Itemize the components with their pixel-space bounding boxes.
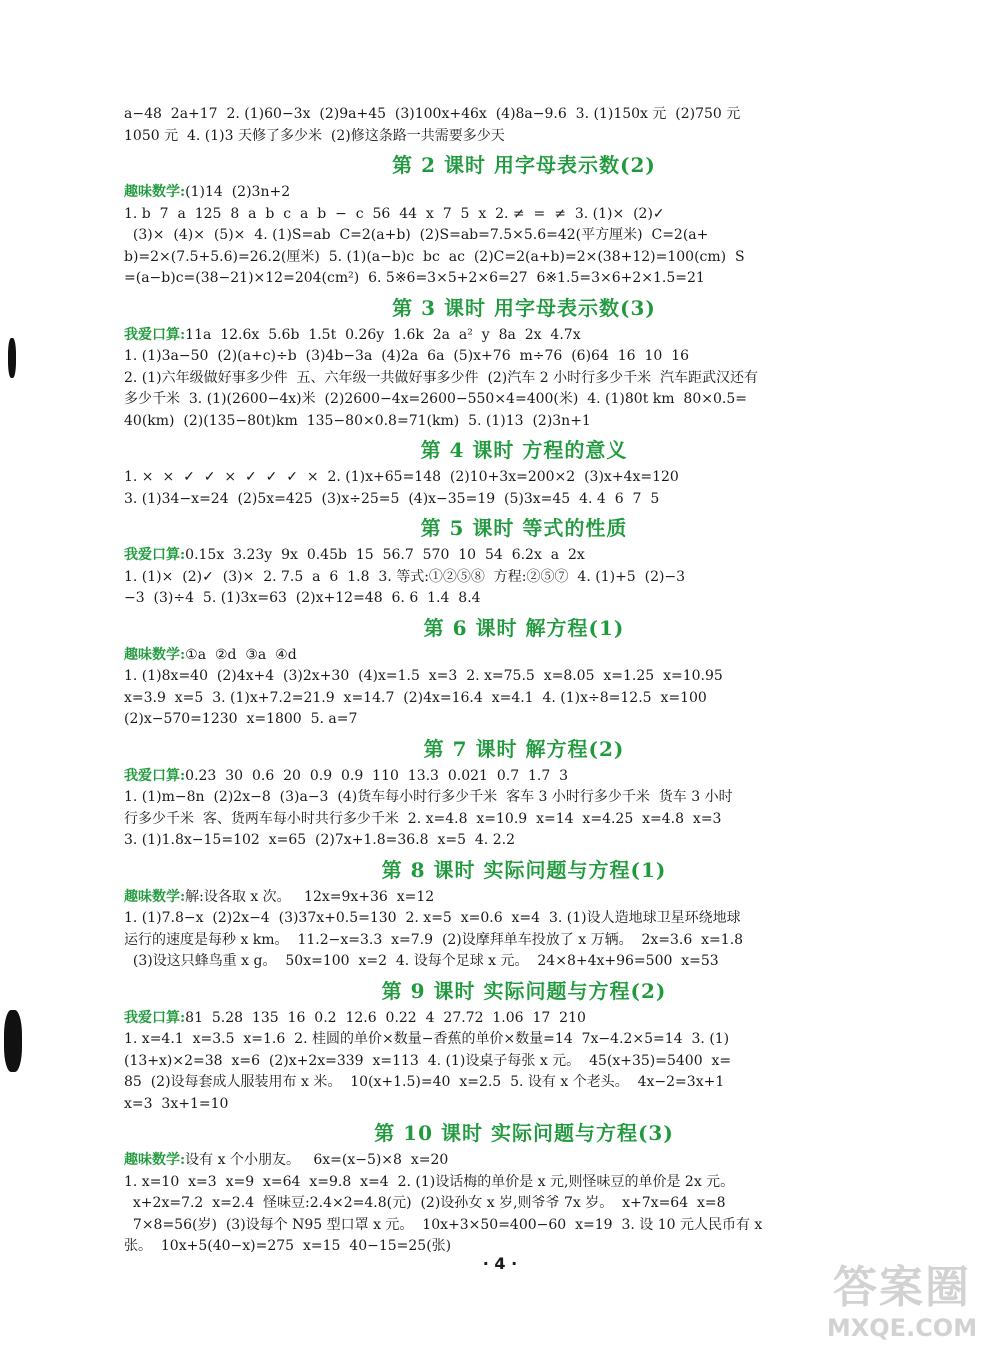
- answer-content: [124, 104, 924, 1258]
- exercise-line: [124, 887, 924, 909]
- watermark-cn: 答案圈: [833, 1262, 971, 1313]
- lesson-heading: 第 4 课时 方程的意义: [420, 438, 628, 462]
- exercise-line: [124, 182, 924, 204]
- lesson-heading: 第 5 课时 等式的性质: [420, 516, 628, 540]
- answer-line: 1. (1)× (2)✓ (3)× 2. 7.5 a 6 1.8 3. 等式:①②⑤⑧ 方程:②⑤⑦ 4. (1)+5 (2)−3: [124, 568, 686, 585]
- scan-blot: [4, 1010, 22, 1072]
- exercise-line: [124, 1150, 924, 1172]
- exercise-answer: 设有 x 个小朋友。 6x=(x−5)×8 x=20: [185, 1152, 449, 1168]
- exercise-line: [124, 545, 924, 567]
- exercise-answer: ①a ②d ③a ④d: [185, 646, 297, 663]
- scan-blot: [8, 338, 16, 378]
- answer-line: 1. b 7 a 125 8 a b c a b − c 56 44 x 7 5 x 2. ≠ = ≠ 3. (1)× (2)✓: [124, 205, 665, 222]
- answer-line: 1. (1)7.8−x (2)2x−4 (3)37x+0.5=130 2. x=5 x=0.6 x=4 3. (1)设人造地球卫星环绕地球: [124, 910, 741, 926]
- answer-line: 1050 元 4. (1)3 天修了多少米 (2)修这条路一共需要多少天: [124, 127, 505, 144]
- page-number: · 4 ·: [482, 1254, 518, 1273]
- answer-line: 1. (1)3a−50 (2)(a+c)÷b (3)4b−3a (4)2a 6a (5)x+76 m÷76 (6)64 16 10 16: [124, 348, 690, 364]
- answer-line: 7×8=56(岁) (3)设每个 N95 型口罩 x 元。 10x+3×50=400−60 x=19 3. 设 10 元人民币有 x: [124, 1216, 763, 1233]
- answer-line: x=3.9 x=5 3. (1)x+7.2=21.9 x=14.7 (2)4x=16.4 x=4.1 4. (1)x÷8=12.5 x=100: [124, 689, 707, 706]
- answer-line: (2)x−570=1230 x=1800 5. a=7: [124, 711, 358, 727]
- exercise-answer: 0.23 30 0.6 20 0.9 0.9 110 13.3 0.021 0.7 1.7 3: [185, 767, 569, 784]
- answer-line: 1. x=10 x=3 x=9 x=64 x=9.8 x=4 2. (1)设话梅的单价是 x 元,则怪味豆的单价是 2x 元。: [124, 1173, 735, 1190]
- answer-line: 张。 10x+5(40−x)=275 x=15 40−15=25(张): [124, 1238, 452, 1254]
- answer-line: 1. x=4.1 x=3.5 x=1.6 2. 桂圆的单价×数量−香蕉的单价×数量=14 7x−4.2×5=14 3. (1): [124, 1031, 730, 1047]
- answer-line: (3)× (4)× (5)× 4. (1)S=ab C=2(a+b) (2)S=ab=7.5×5.6=42(平方厘米) C=2(a+: [124, 227, 709, 243]
- exercise-label: 我爱口算:: [124, 767, 186, 784]
- exercise-label: 趣味数学:: [124, 184, 186, 200]
- answer-line: 运行的速度是每秒 x km。 11.2−x=3.3 x=7.9 (2)设摩拜单车投放了 x 万辆。 2x=3.6 x=1.8: [124, 931, 744, 948]
- exercise-line: [124, 766, 924, 788]
- exercise-answer: 0.15x 3.23y 9x 0.45b 15 56.7 570 10 54 6.2x a 2x: [185, 547, 585, 563]
- lesson-heading: 第 2 课时 用字母表示数(2): [392, 153, 656, 177]
- answer-line: 3. (1)34−x=24 (2)5x=425 (3)x÷25=5 (4)x−35=19 (5)3x=45 4. 4 6 7 5: [124, 490, 660, 507]
- answer-line: =(a−b)c=(38−21)×12=204(cm²) 6. 5※6=3×5+2×6=27 6※1.5=3×6+2×1.5=21: [124, 270, 705, 286]
- lesson-heading: 第 6 课时 解方程(1): [423, 615, 625, 640]
- watermark-logo: [812, 1262, 992, 1350]
- exercise-answer: 81 5.28 135 16 0.2 12.6 0.22 4 27.72 1.06 17 210: [185, 1009, 586, 1026]
- lesson-heading: 第 9 课时 实际问题与方程(2): [381, 978, 667, 1003]
- exercise-label: 我爱口算:: [124, 326, 186, 343]
- answer-line: b)=2×(7.5+5.6)=26.2(厘米) 5. (1)(a−b)c bc ac (2)C=2(a+b)=2×(38+12)=100(cm) S: [124, 248, 745, 265]
- exercise-label: 趣味数学:: [124, 888, 186, 905]
- answer-line: 多少千米 3. (1)(2600−4x)米 (2)2600−4x=2600−550×4=400(米) 4. (1)80t km 80×0.5=: [124, 391, 747, 407]
- exercise-label: 趣味数学:: [124, 646, 186, 663]
- answer-line: 2. (1)六年级做好事多少件 五、六年级一共做好事多少件 (2)汽车 2 小时行多少千米 汽车距武汉还有: [124, 369, 758, 386]
- answer-line: 1. (1)8x=40 (2)4x+4 (3)2x+30 (4)x=1.5 x=3 2. x=75.5 x=8.05 x=1.25 x=10.95: [124, 668, 723, 684]
- exercise-label: 我爱口算:: [124, 547, 186, 563]
- lesson-heading: 第 8 课时 实际问题与方程(1): [381, 857, 667, 882]
- answer-line: (3)设这只蜂鸟重 x g。 50x=100 x=2 4. 设每个足球 x 元。 24×8+4x+96=500 x=53: [124, 953, 719, 969]
- answer-line: a−48 2a+17 2. (1)60−3x (2)9a+45 (3)100x+46x (4)8a−9.6 3. (1)150x 元 (2)750 元: [124, 106, 741, 122]
- answer-line: 1. × × ✓ ✓ × ✓ ✓ ✓ × 2. (1)x+65=148 (2)10+3x=200×2 (3)x+4x=120: [124, 469, 679, 485]
- answer-line: x=3 3x+1=10: [124, 1095, 229, 1112]
- answer-line: (13+x)×2=38 x=6 (2)x+2x=339 x=113 4. (1)设桌子每张 x 元。 45(x+35)=5400 x=: [124, 1052, 732, 1069]
- exercise-answer: 11a 12.6x 5.6b 1.5t 0.26y 1.6k 2a a² y 8a 2x 4.7x: [185, 326, 581, 343]
- exercise-line: [124, 645, 924, 667]
- answer-line: 3. (1)1.8x−15=102 x=65 (2)7x+1.8=36.8 x=5 4. 2.2: [124, 832, 515, 848]
- lesson-heading: 第 7 课时 解方程(2): [423, 736, 625, 761]
- exercise-label: 我爱口算:: [124, 1009, 186, 1026]
- exercise-answer: (1)14 (2)3n+2: [185, 184, 291, 200]
- answer-line: −3 (3)÷4 5. (1)3x=63 (2)x+12=48 6. 6 1.4 8.4: [124, 590, 481, 606]
- answer-line: x+2x=7.2 x=2.4 怪味豆:2.4×2=4.8(元) (2)设孙女 x 岁,则爷爷 7x 岁。 x+7x=64 x=8: [124, 1195, 726, 1211]
- exercise-line: [124, 1008, 924, 1030]
- lesson-heading: 第 10 课时 实际问题与方程(3): [374, 1121, 674, 1145]
- exercise-answer: 解:设各取 x 次。 12x=9x+36 x=12: [185, 888, 435, 905]
- watermark-en: MXQE.COM: [826, 1314, 978, 1342]
- exercise-label: 趣味数学:: [124, 1152, 186, 1168]
- answer-line: 1. (1)m−8n (2)2x−8 (3)a−3 (4)货车每小时行多少千米 客车 3 小时行多少千米 货车 3 小时: [124, 789, 733, 805]
- lesson-heading: 第 3 课时 用字母表示数(3): [392, 295, 656, 320]
- exercise-line: [124, 325, 924, 347]
- answer-line: 行多少千米 客、货两车每小时共行多少千米 2. x=4.8 x=10.9 x=14 x=4.25 x=4.8 x=3: [124, 810, 722, 827]
- answer-line: 40(km) (2)(135−80t)km 135−80×0.8=71(km) 5. (1)13 (2)3n+1: [124, 412, 591, 429]
- answer-line: 85 (2)设每套成人服装用布 x 米。 10(x+1.5)=40 x=2.5 5. 设有 x 个老头。 4x−2=3x+1: [124, 1074, 725, 1090]
